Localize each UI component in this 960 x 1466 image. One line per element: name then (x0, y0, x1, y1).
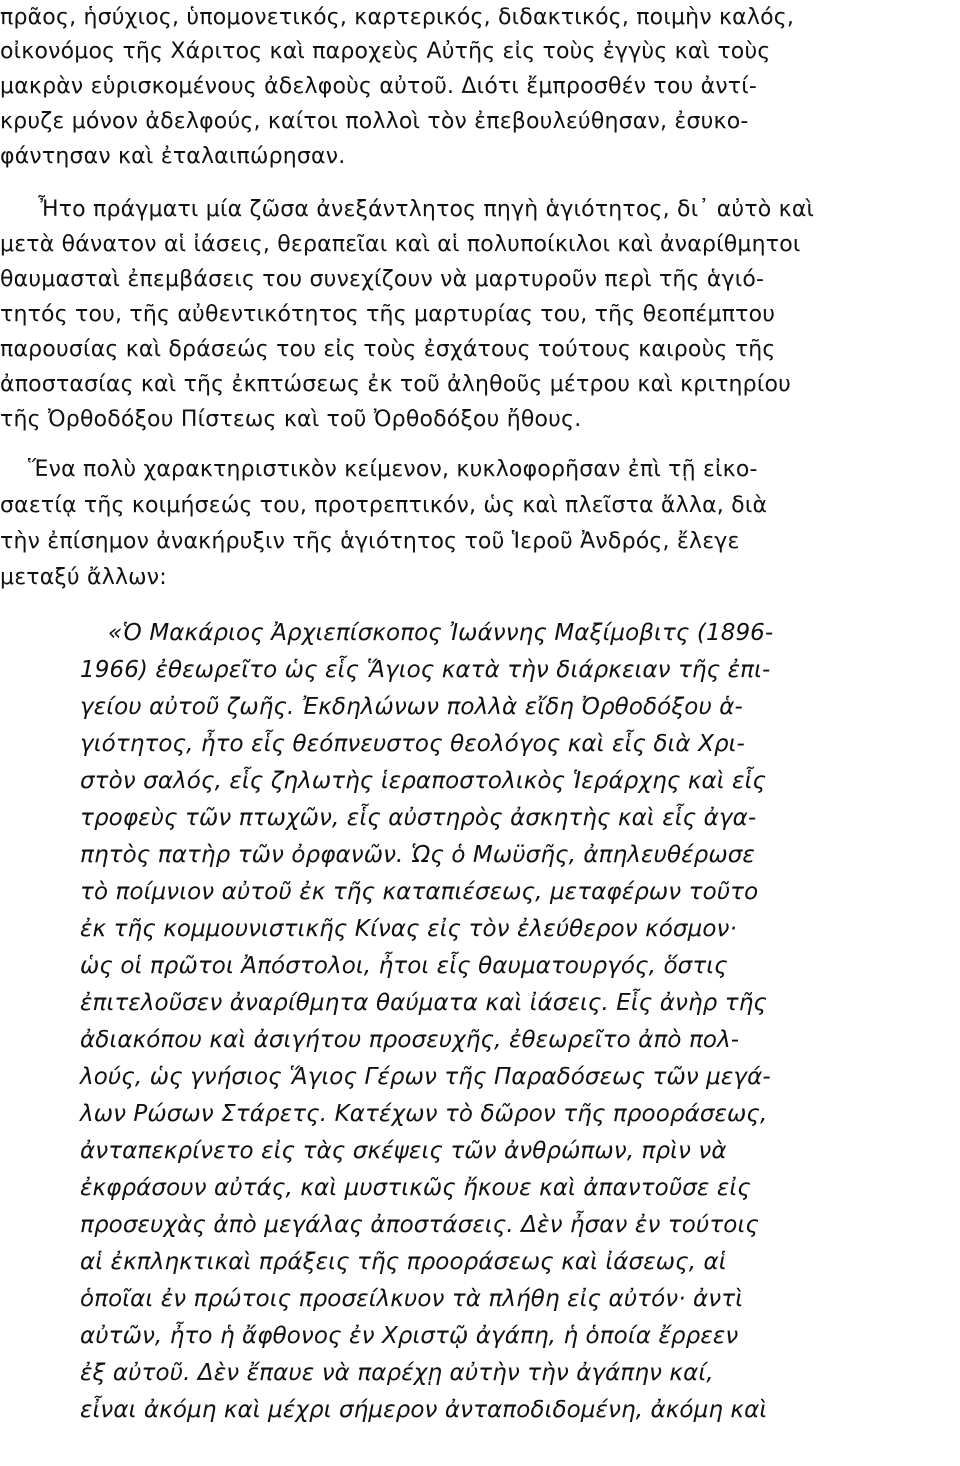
text-line: παρουσίας καὶ δράσεώς του εἰς τοὺς ἐσχάτους τούτους καιροὺς τῆς (0, 337, 776, 362)
quote-line: λων Ρώσων Στάρετς. Κατέχων τὸ δῶρον τῆς προοράσεως, (80, 1101, 768, 1127)
quote-line: γιότητος, ἦτο εἷς θεόπνευστος θεολόγος καὶ εἷς διὰ Χρι- (80, 731, 745, 757)
quote-line: ἐξ αὐτοῦ. Δὲν ἔπαυε νὰ παρέχῃ αὐτὴν τὴν ἀγάπην καί, (80, 1360, 714, 1386)
text-line: τητός του, τῆς αὐθεντικότητος τῆς μαρτυρίας του, τῆς θεοπέμπτου (0, 302, 776, 327)
text-line: κρυζε μόνον ἀδελφούς, καίτοι πολλοὶ τὸν ἐπεβουλεύθησαν, ἐσυκο- (0, 109, 749, 134)
quote-line: εἶναι ἀκόμη καὶ μέχρι σήμερον ἀνταποδιδομένη, ἀκόμη καὶ (80, 1397, 768, 1423)
text-line: ἀποστασίας καὶ τῆς ἐκπτώσεως ἐκ τοῦ ἀληθοῦς μέτρου καὶ κριτηρίου (0, 372, 792, 397)
quote-line: ἐκ τῆς κομμουνιστικῆς Κίνας εἰς τὸν ἐλεύθερον κόσμον· (80, 916, 737, 942)
quote-line: «Ὁ Μακάριος Ἀρχιεπίσκοπος Ἰωάννης Μαξίμοβιτς (1896- (108, 620, 774, 646)
quote-line: ἀνταπεκρίνετο εἰς τὰς σκέψεις τῶν ἀνθρώπων, πρὶν νὰ (80, 1138, 727, 1164)
quote-line: λούς, ὡς γνήσιος Ἅγιος Γέρων τῆς Παραδόσεως τῶν μεγά- (80, 1064, 771, 1090)
text-line: Ἦτο πράγματι μία ζῶσα ἀνεξάντλητος πηγὴ ἁγιότητος, δι᾽ αὐτὸ καὶ (38, 197, 815, 222)
text-line: μετὰ θάνατον αἱ ἰάσεις, θεραπεῖαι καὶ αἱ πολυποίκιλοι καὶ ἀναρίθμητοι (0, 232, 801, 257)
quote-line: πητὸς πατὴρ τῶν ὀρφανῶν. Ὡς ὁ Μωϋσῆς, ἀπηλευθέρωσε (80, 842, 755, 868)
quote-line: ὡς οἱ πρῶτοι Ἀπόστολοι, ἦτοι εἷς θαυματουργός, ὅστις (80, 953, 728, 979)
quote-line: προσευχὰς ἀπὸ μεγάλας ἀποστάσεις. Δὲν ἦσαν ἐν τούτοις (80, 1212, 759, 1238)
quote-line: ἐπιτελοῦσεν ἀναρίθμητα θαύματα καὶ ἰάσεις. Εἷς ἀνὴρ τῆς (80, 990, 768, 1016)
text-line: πρᾶος, ἡσύχιος, ὑπομονετικός, καρτερικός, διδακτικός, ποιμὴν καλός, (0, 5, 795, 30)
quote-line: τὸ ποίμνιον αὐτοῦ ἐκ τῆς καταπιέσεως, μεταφέρων τοῦτο (80, 879, 759, 905)
text-line: οἰκονόμος τῆς Χάριτος καὶ παροχεὺς Αὐτῆς εἰς τοὺς ἐγγὺς καὶ τοὺς (0, 39, 771, 64)
text-line: σαετίᾳ τῆς κοιμήσεώς του, προτρεπτικόν, ὡς καὶ πλεῖστα ἄλλα, διὰ (0, 493, 768, 518)
quote-line: στὸν σαλός, εἷς ζηλωτὴς ἱεραποστολικὸς Ἱεράρχης καὶ εἷς (80, 768, 767, 794)
quote-line: αἱ ἐκπληκτικαὶ πράξεις τῆς προοράσεως καὶ ἰάσεως, αἱ (80, 1249, 727, 1275)
quote-line: ἀδιακόπου καὶ ἀσιγήτου προσευχῆς, ἐθεωρεῖτο ἀπὸ πολ- (80, 1027, 740, 1053)
quote-line: τροφεὺς τῶν πτωχῶν, εἷς αὐστηρὸς ἀσκητὴς καὶ εἷς ἀγα- (80, 805, 757, 831)
quote-line: ἐκφράσουν αὐτάς, καὶ μυστικῶς ἤκουε καὶ ἀπαντοῦσε εἰς (80, 1175, 751, 1201)
text-line: τῆς Ὀρθοδόξου Πίστεως καὶ τοῦ Ὀρθοδόξου ἤθους. (0, 407, 582, 432)
quote-line: αὐτῶν, ἦτο ἡ ἄφθονος ἐν Χριστῷ ἀγάπη, ἡ ὁποία ἔρρεεν (80, 1323, 739, 1349)
text-line: φάντησαν καὶ ἐταλαιπώρησαν. (0, 144, 346, 169)
text-line: τὴν ἐπίσημον ἀνακήρυξιν τῆς ἁγιότητος τοῦ Ἱεροῦ Ἀνδρός, ἔλεγε (0, 529, 740, 554)
text-line: θαυμασταὶ ἐπεμβάσεις του συνεχίζουν νὰ μαρτυροῦν περὶ τῆς ἁγιό- (0, 267, 765, 292)
quote-line: 1966) ἐθεωρεῖτο ὡς εἷς Ἅγιος κατὰ τὴν διάρκειαν τῆς ἐπι- (80, 657, 771, 683)
quote-line: γείου αὐτοῦ ζωῆς. Ἐκδηλώνων πολλὰ εἴδη Ὀρθοδόξου ἁ- (80, 694, 743, 720)
quote-line: ὁποῖαι ἐν πρώτοις προσείλκυον τὰ πλήθη εἰς αὐτόν· ἀντὶ (80, 1286, 744, 1312)
text-line: μακρὰν εὑρισκομένους ἀδελφοὺς αὐτοῦ. Διότι ἔμπροσθέν του ἀντί- (0, 74, 758, 99)
text-line: μεταξύ ἄλλων: (0, 565, 167, 590)
text-line: Ἕνα πολὺ χαρακτηριστικὸν κείμενον, κυκλοφορῆσαν ἐπὶ τῇ εἰκο- (28, 457, 758, 482)
